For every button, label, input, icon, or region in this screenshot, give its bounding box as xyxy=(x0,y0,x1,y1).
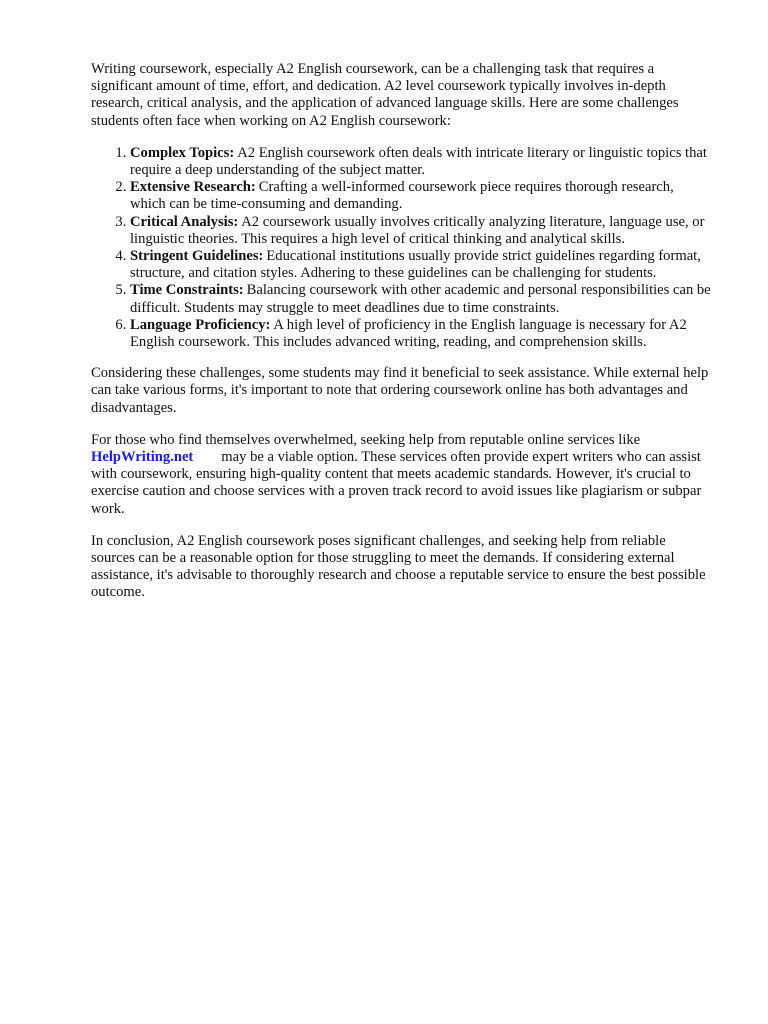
document-page xyxy=(91,61,711,617)
challenges-list xyxy=(91,145,711,351)
help-text-after: may be a viable option. These services often provide expert writers who can assist with coursework, ensuring high-quality content that meets academic standards. However, it's crucial to exercise caution and choose services with a proven track record to avoid issues like plagiarism or subpar work. xyxy=(91,449,702,517)
conclusion-paragraph: In conclusion, A2 English coursework poses significant challenges, and seeking help from reliable sources can be a reasonable option for those struggling to meet the demands. If considering external assistance, it's advisable to thoroughly research and choose a reputable service to ensure the best possible outcome. xyxy=(91,532,706,601)
list-item-text: Balancing coursework with other academic and personal responsibilities can be difficult. Students may struggle to meet deadlines due to time constraints. xyxy=(130,282,711,316)
list-item-text: A2 coursework usually involves critically analyzing literature, language use, or linguistic theories. This requires a high level of critical thinking and analytical skills. xyxy=(130,213,705,247)
list-item-term: Time Constraints: xyxy=(130,282,244,299)
list-item xyxy=(130,248,711,282)
list-item-term: Extensive Research: xyxy=(130,179,256,196)
list-item-text: A2 English coursework often deals with intricate literary or linguistic topics that require a deep understanding of the subject matter. xyxy=(130,144,707,179)
list-item-text: A high level of proficiency in the English language is necessary for A2 English coursework. This includes advanced writing, reading, and comprehension skills. xyxy=(130,316,687,351)
list-item-term: Complex Topics: xyxy=(130,144,235,161)
list-item-term: Language Proficiency: xyxy=(130,316,271,333)
list-item xyxy=(130,214,711,248)
list-item-term: Critical Analysis: xyxy=(130,213,239,230)
list-item xyxy=(130,317,711,351)
list-item xyxy=(130,145,711,179)
help-text-before: For those who find themselves overwhelmed, seeking help from reputable online services like xyxy=(91,431,641,448)
list-item-term: Stringent Guidelines: xyxy=(130,248,264,265)
list-item xyxy=(130,282,711,316)
help-paragraph xyxy=(91,432,711,518)
list-item-text: Crafting a well-informed coursework piece requires thorough research, which can be time-consuming and demanding. xyxy=(130,179,674,213)
helpwriting-link[interactable]: HelpWriting.net xyxy=(91,449,194,466)
list-item-text: Educational institutions usually provide strict guidelines regarding format, structure, and citation styles. Adhering to these guidelines can be challenging for students. xyxy=(130,248,701,282)
considering-paragraph: Considering these challenges, some students may find it beneficial to seek assistance. While external help can take various forms, it's important to note that ordering coursework online has both advantages and disadvantages. xyxy=(91,365,709,416)
list-item xyxy=(130,179,711,213)
intro-paragraph: Writing coursework, especially A2 English coursework, can be a challenging task that requires a significant amount of time, effort, and dedication. A2 level coursework typically involves in-depth research, critical analysis, and the application of advanced language skills. Here are some challenges students often face when working on A2 English coursework: xyxy=(91,61,679,129)
